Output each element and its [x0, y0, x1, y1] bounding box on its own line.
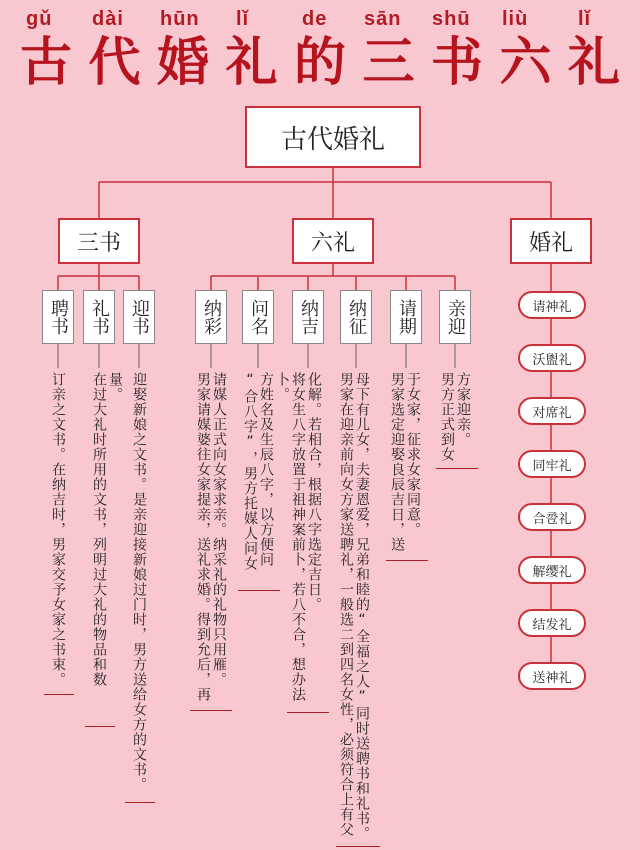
pinyin-9: lǐ: [578, 8, 592, 30]
divider: [436, 468, 478, 469]
root-node: [245, 106, 421, 168]
desc-pinshu: 订亲之文书。在纳吉时，男家交予女家之书束。: [50, 372, 66, 687]
node-yingshu: [123, 290, 155, 344]
rite-pill: 对席礼: [518, 397, 586, 425]
node-nazheng: [340, 290, 372, 344]
desc-naji: 将女生八字放置于祖神案前卜，若八不合，想办法化解。若相合，根据八字选定吉日。: [290, 372, 322, 702]
pinyin-8: liù: [502, 8, 529, 30]
divider: [85, 726, 115, 727]
divider: [287, 712, 329, 713]
divider: [386, 560, 428, 561]
desc-lishu: 在过大礼时所用的文书，列明过大礼的物品和数量。: [91, 372, 123, 687]
pinyin-7: shū: [432, 8, 471, 30]
node-label: 纳征: [346, 299, 367, 335]
node-label: 纳彩: [201, 299, 222, 335]
divider: [190, 710, 232, 711]
root-label: 古代婚礼: [280, 124, 385, 155]
divider: [238, 590, 280, 591]
node-label: 问名: [248, 299, 269, 335]
rite-pill: 解缨礼: [518, 556, 586, 584]
category-label: 婚礼: [528, 230, 573, 256]
title-char-9: 礼: [567, 33, 620, 93]
pinyin-4: lǐ: [236, 8, 250, 30]
pinyin-3: hūn: [160, 8, 200, 30]
desc-wenming: “合八字”，男方托媒人问女方姓名及生辰八字，以方便问卜。: [242, 372, 290, 571]
node-wenming: [242, 290, 274, 344]
node-label: 聘书: [48, 299, 69, 335]
desc-qingqi: 男家选定迎娶良辰吉日，送于女家，征求女家同意。: [389, 372, 421, 552]
rite-pill: 请神礼: [518, 291, 586, 319]
title-char-6: 三: [362, 33, 415, 93]
node-label: 亲迎: [445, 299, 466, 335]
rite-pill: 结发礼: [518, 609, 586, 637]
node-lishu: [83, 290, 115, 344]
node-pinshu: [42, 290, 74, 344]
node-label: 迎书: [129, 299, 150, 335]
node-qingqi: [390, 290, 422, 344]
divider: [44, 694, 74, 695]
rite-pill: 沃盥礼: [518, 344, 586, 372]
node-label: 礼书: [89, 299, 110, 335]
title-char-8: 六: [499, 33, 552, 93]
category-wedding-rites: [510, 218, 592, 264]
title-char-4: 礼: [225, 33, 278, 93]
node-nacai: [195, 290, 227, 344]
category-label: 六礼: [310, 230, 355, 256]
desc-nazheng: 男家在迎亲前向女方家送聘礼，一般选二到四名女性，必须符合上有父母下有儿女，夫妻恩爱，兄弟和睦的“全福之人”同时送聘书和礼书。: [338, 372, 370, 841]
desc-yingshu: 迎娶新娘之文书。是亲迎接新娘过门时，男方送给女方的文书。: [131, 372, 147, 792]
title-char-3: 婚: [156, 33, 209, 93]
rite-pill: 合卺礼: [518, 503, 586, 531]
rite-pill: 同牢礼: [518, 450, 586, 478]
category-label: 三书: [76, 230, 121, 256]
node-label: 请期: [396, 299, 417, 335]
title-char-5: 的: [293, 33, 346, 93]
pinyin-6: sān: [364, 8, 402, 30]
title-char-2: 代: [88, 33, 141, 93]
category-three-books: [58, 218, 140, 264]
divider: [336, 846, 380, 847]
node-label: 纳吉: [298, 299, 319, 335]
divider: [125, 802, 155, 803]
rite-pill: 送神礼: [518, 662, 586, 690]
node-qinying: [439, 290, 471, 344]
category-six-rites: [292, 218, 374, 264]
pinyin-5: de: [302, 8, 328, 30]
node-naji: [292, 290, 324, 344]
pinyin-1: gǔ: [26, 8, 53, 30]
title-char-7: 书: [430, 33, 483, 93]
desc-qinying: 男方正式到女方家迎亲。: [439, 372, 471, 462]
title-char-1: 古: [19, 33, 72, 93]
pinyin-2: dài: [92, 8, 124, 30]
desc-nacai: 男家请媒婆往女家提亲，送礼求婚。得到允后，再请媒人正式向女家求亲。纳采礼的礼物只用雁。: [195, 372, 227, 702]
